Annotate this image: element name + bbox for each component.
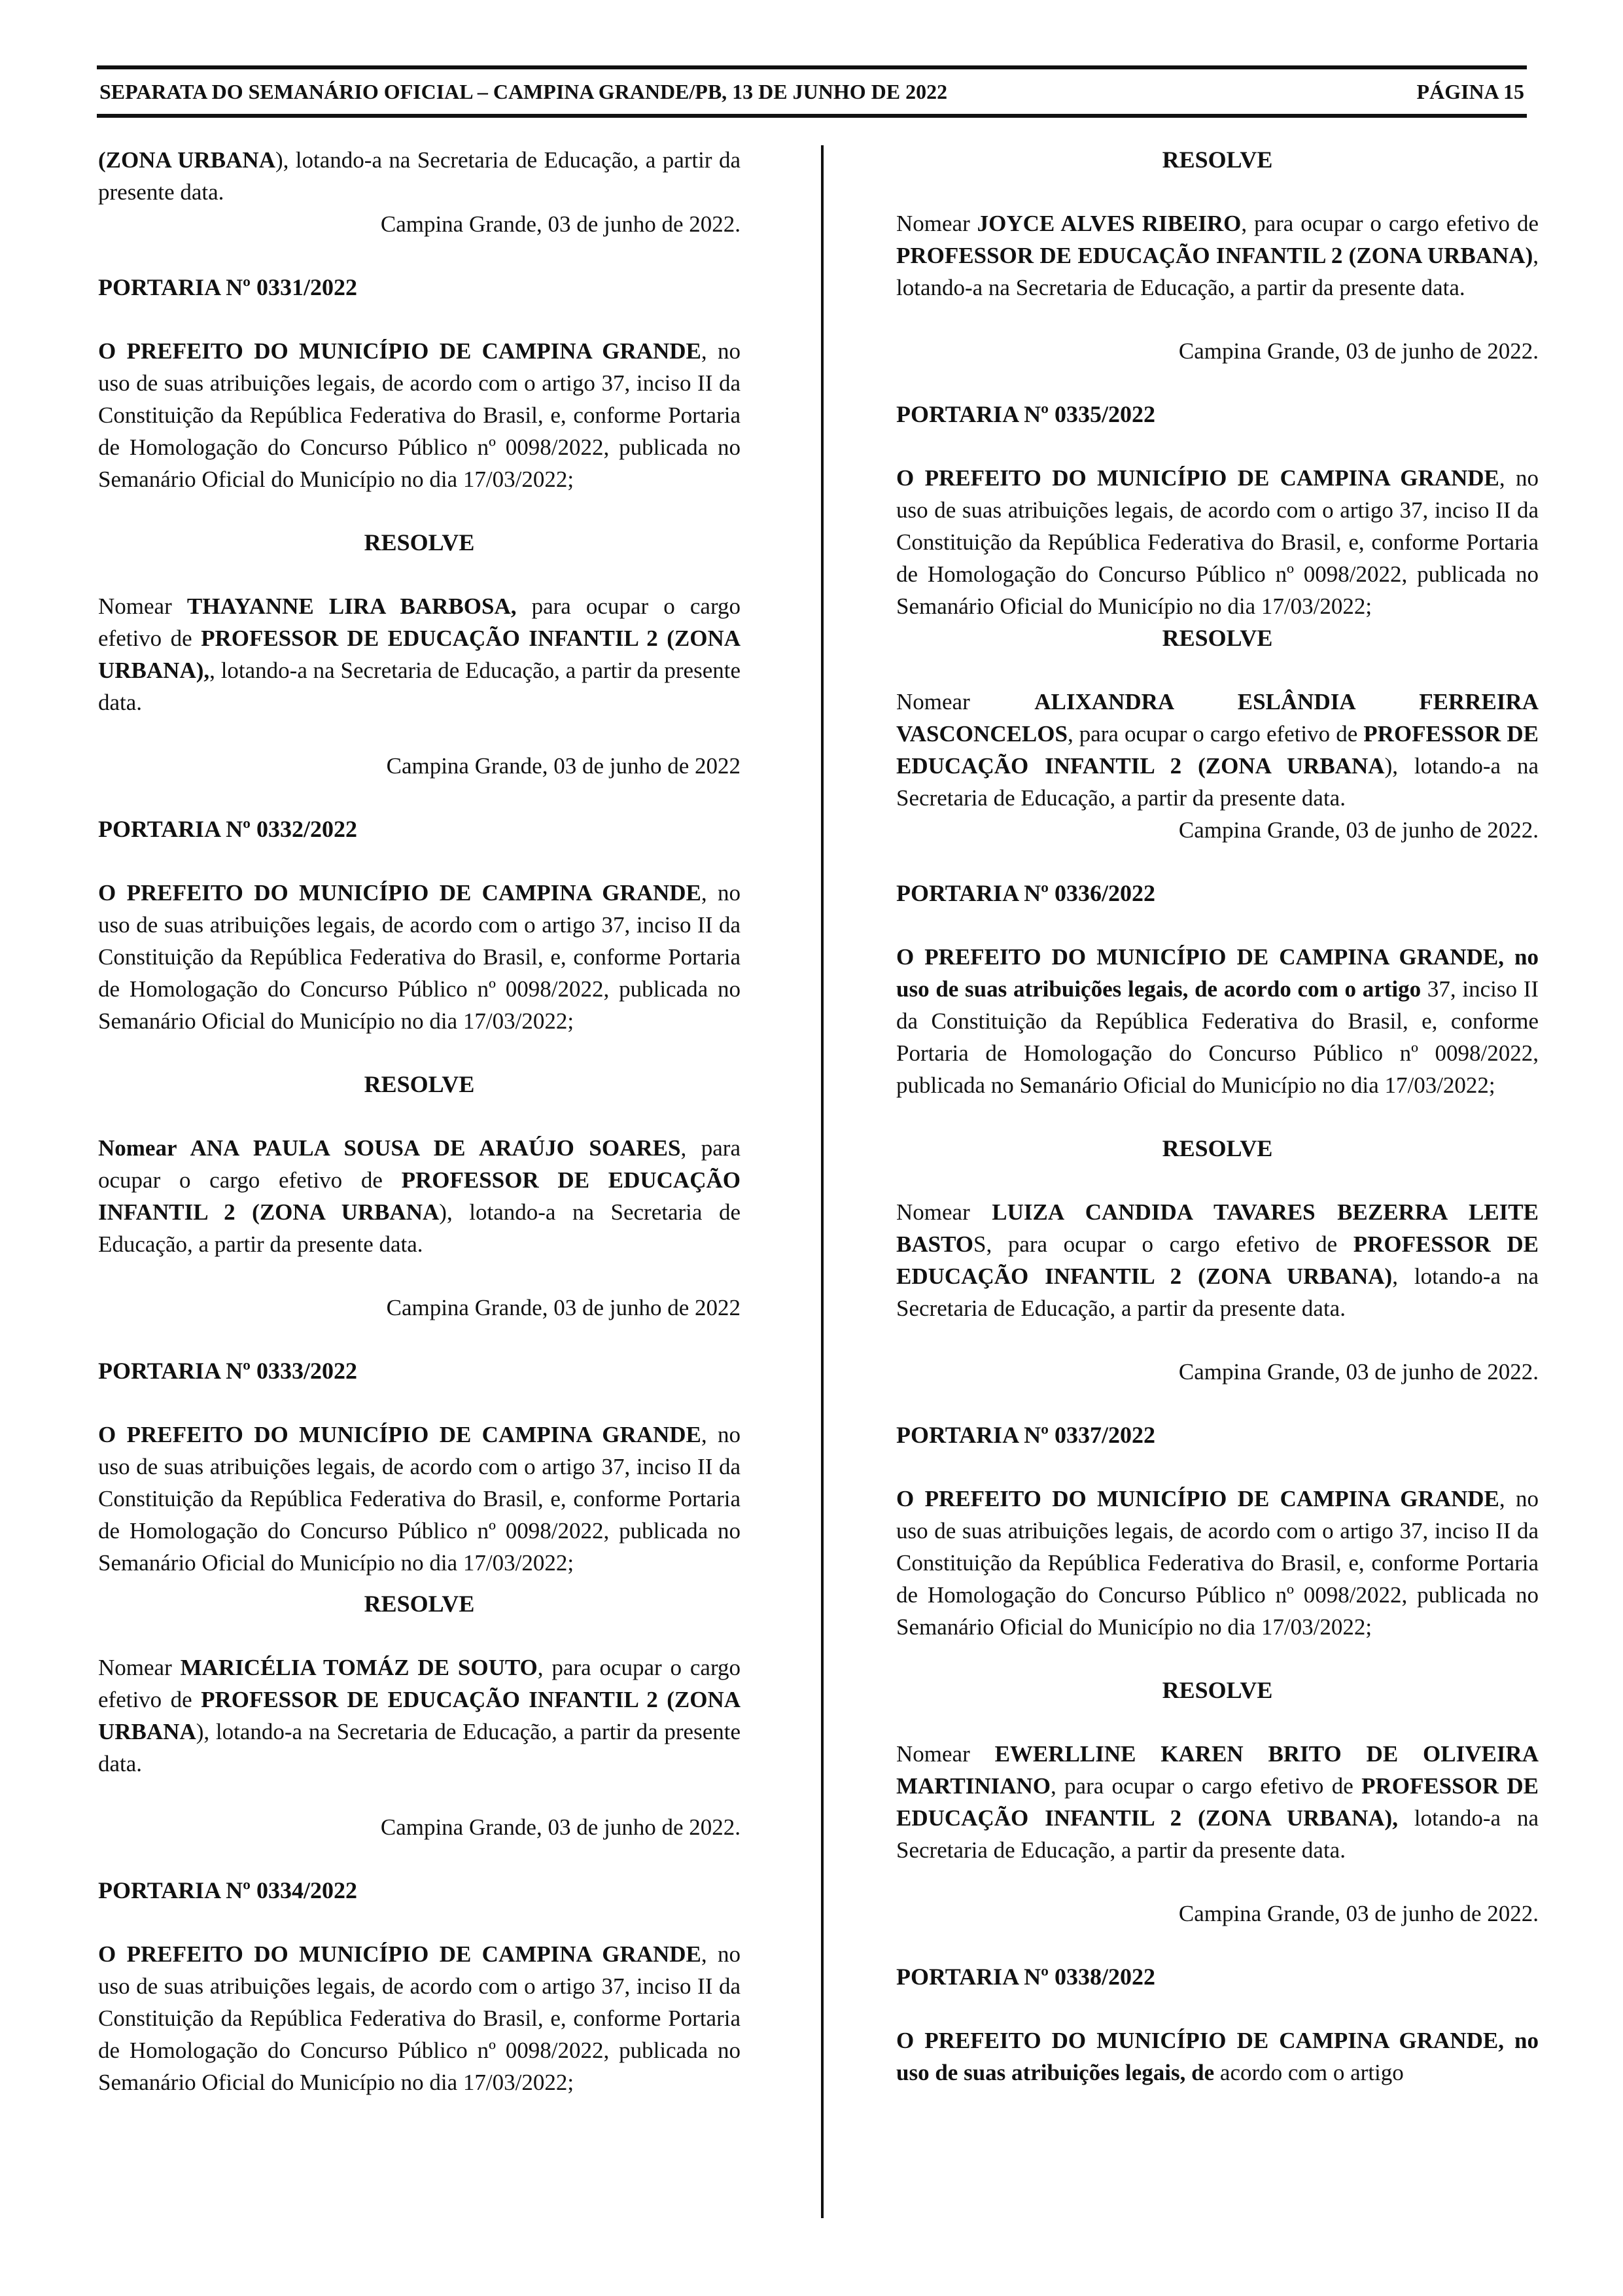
signature-date: Campina Grande, 03 de junho de 2022. (380, 1814, 741, 1840)
signature-date: Campina Grande, 03 de junho de 2022. (1178, 338, 1539, 364)
resolve-heading: RESOLVE (364, 1591, 475, 1617)
preamble-0334: O PREFEITO DO MUNICÍPIO DE CAMPINA GRANDE, no uso de suas atribuições legais, de acordo com o artigo 37, inciso II da Constituição da República Federativa do Brasil, e, conforme Portaria de Homologação do Concurso Público nº 0098/2022, publicada no Semanário Oficial do Município no dia 17/03/2022; (98, 1941, 741, 2095)
left-column (98, 144, 741, 2098)
preamble-0333: O PREFEITO DO MUNICÍPIO DE CAMPINA GRANDE, no uso de suas atribuições legais, de acordo com o artigo 37, inciso II da Constituição da República Federativa do Brasil, e, conforme Portaria de Homologação do Concurso Público nº 0098/2022, publicada no Semanário Oficial do Município no dia 17/03/2022; (98, 1422, 741, 1576)
signature-date: Campina Grande, 03 de junho de 2022 (386, 753, 741, 779)
preamble-0337: O PREFEITO DO MUNICÍPIO DE CAMPINA GRANDE, no uso de suas atribuições legais, de acordo com o artigo 37, inciso II da Constituição da República Federativa do Brasil, e, conforme Portaria de Homologação do Concurso Público nº 0098/2022, publicada no Semanário Oficial do Município no dia 17/03/2022; (896, 1486, 1539, 1640)
signature-date: Campina Grande, 03 de junho de 2022. (1178, 1901, 1539, 1926)
portaria-title-0338: PORTARIA Nº 0338/2022 (896, 1964, 1155, 1990)
portaria-title-0331: PORTARIA Nº 0331/2022 (98, 274, 357, 300)
signature-date: Campina Grande, 03 de junho de 2022. (1178, 1359, 1539, 1385)
nomeacao-0335: Nomear ALIXANDRA ESLÂNDIA FERREIRA VASCONCELOS, para ocupar o cargo efetivo de PROFESSOR DE EDUCAÇÃO INFANTIL 2 (ZONA URBANA), lotando-a na Secretaria de Educação, a partir da presente data. (896, 689, 1539, 811)
signature-date: Campina Grande, 03 de junho de 2022 (386, 1295, 741, 1320)
page-header (97, 65, 1527, 118)
resolve-heading: RESOLVE (1162, 147, 1273, 173)
column-divider (821, 145, 824, 2218)
header-page-number: PÁGINA 15 (1416, 79, 1524, 103)
resolve-heading: RESOLVE (1162, 1677, 1273, 1703)
preamble-0331: O PREFEITO DO MUNICÍPIO DE CAMPINA GRANDE, no uso de suas atribuições legais, de acordo com o artigo 37, inciso II da Constituição da República Federativa do Brasil, e, conforme Portaria de Homologação do Concurso Público nº 0098/2022, publicada no Semanário Oficial do Município no dia 17/03/2022; (98, 338, 741, 492)
signature-date: Campina Grande, 03 de junho de 2022. (380, 211, 741, 237)
portaria-title-0333: PORTARIA Nº 0333/2022 (98, 1358, 357, 1384)
portaria-title-0334: PORTARIA Nº 0334/2022 (98, 1877, 357, 1903)
portaria-title-0337: PORTARIA Nº 0337/2022 (896, 1422, 1155, 1448)
portaria-title-0335: PORTARIA Nº 0335/2022 (896, 401, 1155, 427)
right-column (896, 144, 1539, 2089)
resolve-heading: RESOLVE (364, 1071, 475, 1097)
nomeacao-0334: Nomear JOYCE ALVES RIBEIRO, para ocupar o cargo efetivo de PROFESSOR DE EDUCAÇÃO INFANTIL 2 (ZONA URBANA), lotando-a na Secretaria de Educação, a partir da presente data. (896, 211, 1539, 300)
nomeacao-0333: Nomear MARICÉLIA TOMÁZ DE SOUTO, para ocupar o cargo efetivo de PROFESSOR DE EDUCAÇÃO INFANTIL 2 (ZONA URBANA), lotando-a na Secretaria de Educação, a partir da presente data. (98, 1655, 741, 1776)
portaria-title-0336: PORTARIA Nº 0336/2022 (896, 880, 1155, 906)
nomeacao-0331: Nomear THAYANNE LIRA BARBOSA, para ocupar o cargo efetivo de PROFESSOR DE EDUCAÇÃO INFANTIL 2 (ZONA URBANA),, lotando-a na Secretaria de Educação, a partir da presente data. (98, 593, 741, 715)
resolve-heading: RESOLVE (364, 529, 475, 556)
nomeacao-0332: Nomear ANA PAULA SOUSA DE ARAÚJO SOARES, para ocupar o cargo efetivo de PROFESSOR DE EDUCAÇÃO INFANTIL 2 (ZONA URBANA), lotando-a na Secretaria de Educação, a partir da presente data. (98, 1135, 741, 1257)
nomeacao-0336: Nomear LUIZA CANDIDA TAVARES BEZERRA LEITE BASTOS, para ocupar o cargo efetivo de PROFESSOR DE EDUCAÇÃO INFANTIL 2 (ZONA URBANA), lotando-a na Secretaria de Educação, a partir da presente data. (896, 1199, 1539, 1321)
portaria-title-0332: PORTARIA Nº 0332/2022 (98, 816, 357, 842)
preamble-0336: O PREFEITO DO MUNICÍPIO DE CAMPINA GRANDE, no uso de suas atribuições legais, de acordo com o artigo 37, inciso II da Constituição da República Federativa do Brasil, e, conforme Portaria de Homologação do Concurso Público nº 0098/2022, publicada no Semanário Oficial do Município no dia 17/03/2022; (896, 944, 1539, 1098)
signature-date: Campina Grande, 03 de junho de 2022. (1178, 817, 1539, 843)
preamble-0338: O PREFEITO DO MUNICÍPIO DE CAMPINA GRANDE, no uso de suas atribuições legais, de acordo com o artigo (896, 2028, 1539, 2085)
header-title: SEPARATA DO SEMANÁRIO OFICIAL – CAMPINA GRANDE/PB, 13 DE JUNHO DE 2022 (99, 79, 948, 103)
preamble-0332: O PREFEITO DO MUNICÍPIO DE CAMPINA GRANDE, no uso de suas atribuições legais, de acordo com o artigo 37, inciso II da Constituição da República Federativa do Brasil, e, conforme Portaria de Homologação do Concurso Público nº 0098/2022, publicada no Semanário Oficial do Município no dia 17/03/2022; (98, 880, 741, 1034)
resolve-heading: RESOLVE (1162, 625, 1273, 651)
continued-paragraph: (ZONA URBANA), lotando-a na Secretaria de Educação, a partir da presente data. (98, 147, 741, 205)
preamble-0335: O PREFEITO DO MUNICÍPIO DE CAMPINA GRANDE, no uso de suas atribuições legais, de acordo com o artigo 37, inciso II da Constituição da República Federativa do Brasil, e, conforme Portaria de Homologação do Concurso Público nº 0098/2022, publicada no Semanário Oficial do Município no dia 17/03/2022; (896, 465, 1539, 619)
resolve-heading: RESOLVE (1162, 1135, 1273, 1161)
nomeacao-0337: Nomear EWERLLINE KAREN BRITO DE OLIVEIRA MARTINIANO, para ocupar o cargo efetivo de PROFESSOR DE EDUCAÇÃO INFANTIL 2 (ZONA URBANA), lotando-a na Secretaria de Educação, a partir da presente data. (896, 1741, 1539, 1863)
